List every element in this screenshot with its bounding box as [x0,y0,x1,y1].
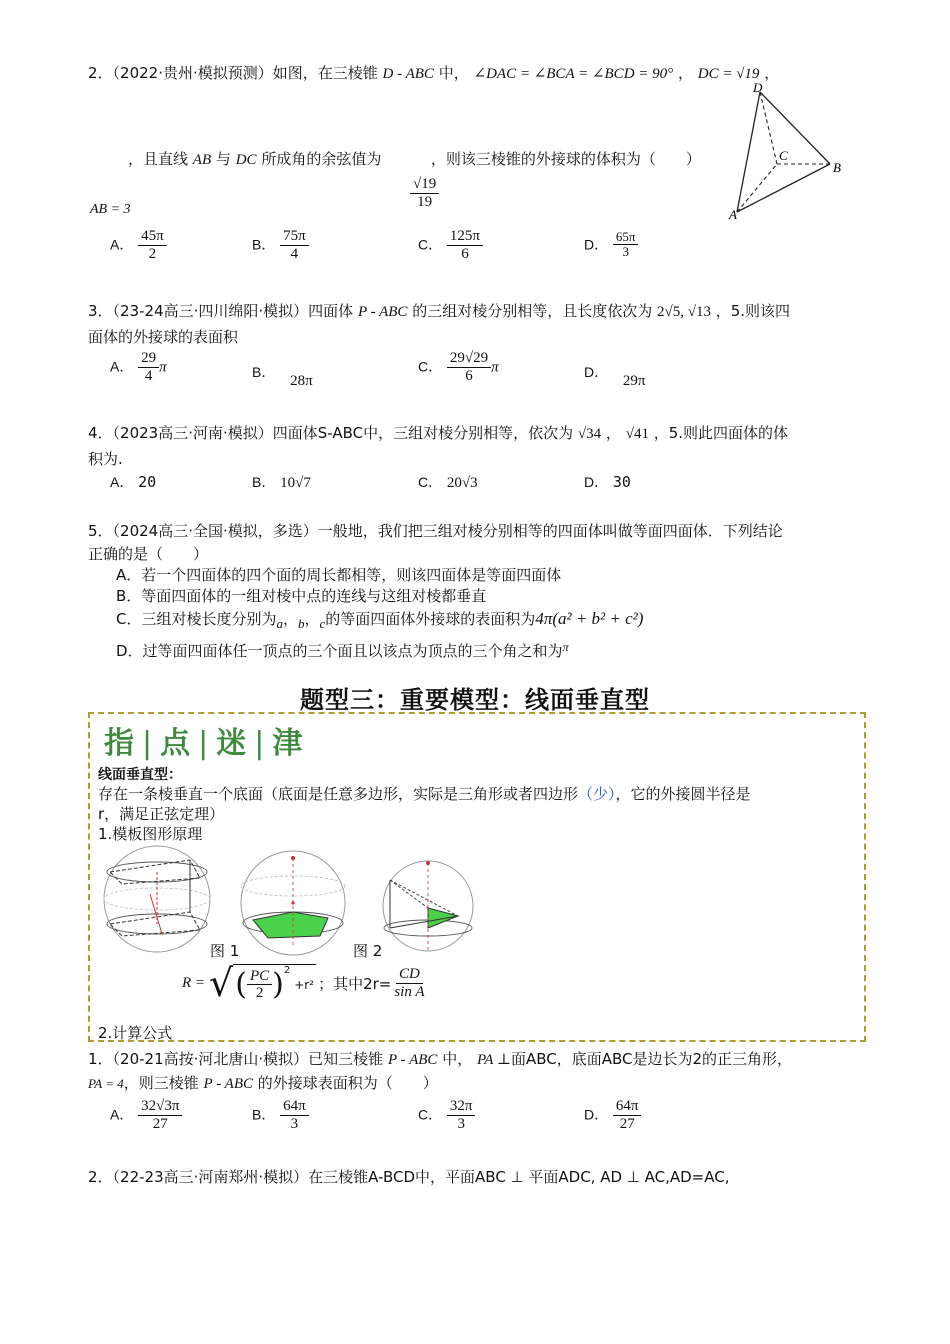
q2-opt-a-label: A． [110,236,134,253]
q4-option-d[interactable] [584,472,631,492]
q3-opt-d-label: D． [584,364,609,380]
q3-opt-b-label: B． [252,364,276,380]
q3-opt-a-label: A． [110,358,134,375]
q5-optc-formula: 4π(a² + b² + c²) [535,609,644,628]
q2-ab: AB [192,152,212,168]
p1-lead: 1．（20-21高按·河北唐山·模拟）已知三棱锥 [88,1050,384,1068]
sphere-figure-2 [238,848,348,958]
p1-opt-c-label: C． [418,1106,443,1123]
q2-opt-b-label: B． [252,236,276,253]
label-b: B [833,160,841,175]
q2-opt-d-den: 3 [622,244,629,260]
q3-opt-c-den: 6 [465,367,473,384]
q2-opt-c-num: 125π [447,228,483,246]
top-point [426,861,430,865]
q2-mid: 中， [438,64,469,82]
tips-head-1: 指 [104,726,136,761]
q2-opt-a-den: 2 [148,245,157,262]
q4-opt-b-label: B． [252,474,276,490]
p1-opt-a-label: A． [110,1106,134,1123]
q2-opt-d-num: 65π [613,230,639,245]
tips-desc-line1 [98,783,751,804]
green-base [253,912,328,938]
p1-opt-a-den: 27 [152,1115,168,1132]
p1-line2b: 的外接球表面积为（ ） [257,1074,438,1092]
q2-opt-b-num: 75π [280,228,309,246]
edge-ab [737,164,830,212]
p1-opt-a-num: 32√3π [138,1098,182,1116]
q5-option-b[interactable]: B．等面四面体的一组对棱中点的连线与这组对棱都垂直 [116,587,487,605]
q3-option-a[interactable] [110,350,167,384]
q3-opt-c-suffix: π [491,359,499,376]
q2-line2-text: ，且直线 [128,150,189,168]
p1-opt-d-label: D． [584,1106,609,1123]
tips-sep-3: | [254,726,267,761]
left-paren: ( [235,967,247,1002]
section-title: 题型三：重要模型：线面垂直型 [300,686,650,714]
q2-opt-d-label: D． [584,236,609,253]
p1-opt-d-den: 27 [619,1115,635,1132]
q5-var-b: b [298,616,305,631]
formula-cd: CD [396,966,423,984]
q2-tetrahedron-figure [725,82,850,222]
formula-r: R = [182,974,206,991]
q2-ab3: AB = 3 [90,202,131,217]
q5-optc-b: 的等面四面体外接球的表面积为 [325,610,536,628]
q3-option-d[interactable] [584,362,646,389]
q2-opt-c-label: C． [418,236,443,253]
q3-rest2: ，5.则该四 [715,302,791,320]
q4-option-b[interactable] [252,472,311,492]
q2-line1 [88,62,779,83]
p1-pa4: PA = 4 [88,1076,124,1091]
q2-opt-c-den: 6 [461,245,469,262]
tips-desc1a: 存在一条棱垂直一个底面（底面是任意多边形，实际是三角形或者四边形 [98,785,579,803]
tips-desc-line2: r，满足正弦定理） [98,805,225,823]
p2-line: 2．（22-23高三·河南郑州·模拟）在三棱锥A-BCD中，平面ABC ⊥ 平面ADC, AD ⊥ AC,AD=AC, [88,1168,730,1186]
tips-desc1c: ，它的外接圆半径是 [615,785,751,803]
q4-line2: 积为. [88,450,123,468]
tips-desc1b: （少） [578,785,616,803]
edge-dc [760,92,777,164]
q5-option-a[interactable]: A．若一个四面体的四个面的周长都相等，则该四面体是等面四面体 [116,566,562,584]
q3-opt-a-den: 4 [144,367,153,384]
p1-tet2: P - ABC [203,1076,253,1092]
q2-comma: ， [677,64,693,82]
q2-option-c[interactable] [418,228,483,262]
q3-opt-b-text: 28π [290,373,313,389]
figure-1-caption: 图 1 [210,942,240,960]
q4-rest: ，5.则此四面体的体 [653,424,789,442]
edge-ac [737,164,777,212]
p1-opt-c-num: 32π [447,1098,476,1116]
q3-opt-a-suffix: π [159,359,167,376]
radicand [233,964,316,1002]
q3-opt-c-num: 29√29 [447,350,491,368]
q3-line2: 面体的外接球的表面积 [88,328,239,346]
q5-comma2: ， [304,610,320,628]
label-c: C [779,148,788,163]
q3-tet: P - ABC [357,304,408,320]
q4-line1 [88,422,788,443]
p1-rest: 面ABC，底面ABC是边长为2的正三角形， [510,1050,793,1068]
q2-cos-fraction [410,176,439,210]
formula-sq: 2 [283,965,291,976]
edge-db [760,92,830,164]
q4-opt-a-text: 20 [138,473,157,491]
q4-opt-b-text: 10√7 [280,475,311,491]
top-point [291,856,295,860]
q2-cos-num: √19 [410,176,439,194]
formula-plus: +r² [294,977,315,992]
radical-sign: √ [209,961,234,1005]
q3-lead: 3．（23-24高三·四川绵阳·模拟）四面体 [88,302,354,320]
q5-var-a: a [276,616,283,631]
q4-sep: ， [605,424,621,442]
tips-head-4: 津 [272,726,305,761]
tips-item2: 2.计算公式 [98,1024,173,1042]
q5-line2: 正确的是（ ） [88,545,209,563]
q2-dc: DC = √19 [697,66,760,82]
q4-r2: √41 [625,426,649,442]
q3-opt-a-num: 29 [138,350,159,368]
sphere-figure-3 [380,858,476,954]
q2-line2 [128,148,701,169]
q3-rest: 的三组对棱分别相等，且长度依次为 [412,302,653,320]
q3-option-c[interactable] [418,350,499,384]
circumradius-formula [182,958,428,1008]
p1-pa: PA ⊥ [476,1052,511,1068]
q2-opt-b-den: 4 [290,245,299,262]
tips-sep-2: | [198,726,211,761]
tips-head-3: 迷 [216,726,249,761]
center-point [291,901,294,904]
q4-opt-c-text: 20√3 [446,475,478,491]
q2-option-d[interactable] [584,230,638,260]
p1-option-b[interactable] [252,1098,309,1132]
tips-head-2: 点 [160,726,193,761]
q2-dcv: DC [235,152,257,168]
p1-opt-b-label: B． [252,1106,276,1123]
edge-2 [390,880,458,916]
formula-two: 2 [255,985,264,1001]
q5-optc-a: C．三组对棱长度分别为 [116,610,277,628]
p1-opt-c-den: 3 [457,1115,465,1132]
q2-yu: 与 [215,150,231,168]
p1-option-d[interactable] [584,1098,641,1132]
q2-comma2: ， [764,64,780,82]
q2-line2b: 所成角的余弦值为 [261,150,382,168]
p1-line1 [88,1048,792,1069]
q5-option-c[interactable] [116,608,643,629]
q2-line2c: ，则该三棱锥的外接球的体积为（ ） [430,150,701,168]
tips-item1: 1.模板图形原理 [98,825,203,843]
formula-pc: PC [247,968,272,986]
label-d: D [753,82,763,95]
p1-option-c[interactable] [418,1098,475,1132]
q4-lead: 4．（2023高三·河南·模拟）四面体S-ABC中，三组对棱分别相等，依次为 [88,424,574,442]
q3-line1 [88,300,790,321]
q3-opt-d-text: 29π [622,373,646,389]
formula-sina: sin A [394,983,425,1000]
q5-var-c: c [319,616,326,631]
formula-mid: ；其中2r= [318,974,392,993]
label-a: A [729,207,737,222]
p1-mid: 中， [442,1050,473,1068]
right-paren: ) [272,967,284,1002]
q2-option-b[interactable] [252,228,309,262]
formula-radical [209,961,316,1005]
q5-comma: ， [282,610,298,628]
q2-tetrahedron: D - ABC [382,66,434,82]
green-triangle [428,908,458,928]
p1-line2-text: ，则三棱锥 [123,1074,199,1092]
edge-da [737,92,760,212]
p1-opt-b-num: 64π [280,1098,309,1116]
p1-tet: P - ABC [387,1052,438,1068]
p1-opt-b-den: 3 [290,1115,299,1132]
p1-opt-d-num: 64π [613,1098,642,1116]
sphere-figure-1 [100,842,215,957]
q5-optd-a: D．过等面四面体任一顶点的三个面且以该点为顶点的三个角之和为 [116,642,563,660]
figure-2-caption: 图 2 [353,942,383,960]
q4-opt-a-label: A． [110,474,134,490]
q4-opt-c-label: C． [418,474,443,490]
q2-option-a[interactable] [110,228,167,262]
p1-option-a[interactable] [110,1098,182,1132]
q2-cos-den: 19 [417,193,433,210]
q2-opt-a-num: 45π [138,228,167,246]
edge-1 [390,880,428,908]
tips-heading [104,718,304,762]
q5-line1: 5．（2024高三·全国·模拟，多选）一般地，我们把三组对棱分别相等的四面体叫做等面四面体．下列结论 [88,522,783,540]
q2-angles: ∠DAC = ∠BCA = ∠BCD = 90° [473,66,674,82]
tips-subtitle: 线面垂直型： [98,767,182,783]
q2-lead: 2．（2022·贵州·模拟预测）如图，在三棱锥 [88,64,378,82]
q5-option-d[interactable] [116,640,569,661]
q4-r1: √34 [577,426,602,442]
q4-option-c[interactable] [418,472,478,492]
q3-option-b[interactable] [252,362,313,389]
q4-option-a[interactable] [110,472,156,492]
p1-line2 [88,1072,438,1093]
tips-sep-1: | [142,726,155,761]
q4-opt-d-label: D． [584,474,609,490]
q3-opt-c-label: C． [418,358,443,375]
q5-pi: π [562,640,569,654]
q3-lens: 2√5, √13 [656,304,711,320]
q4-opt-d-text: 30 [612,473,631,491]
